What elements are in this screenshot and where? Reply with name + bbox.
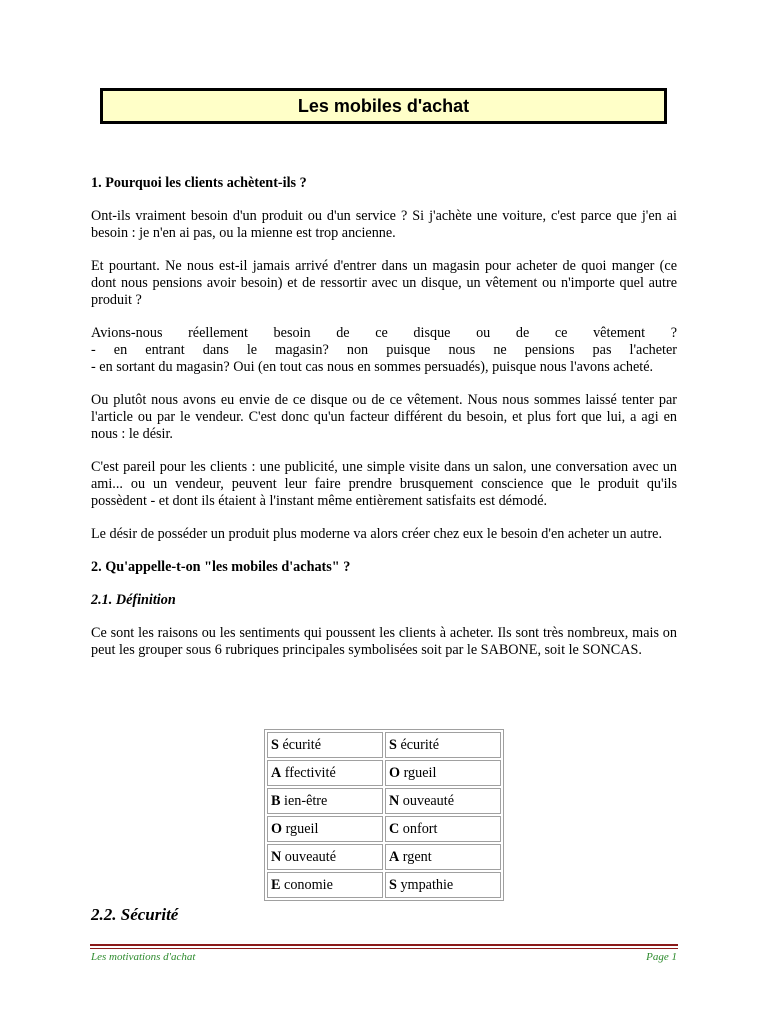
acronym-rest: ien-être	[280, 793, 328, 809]
acronym-letter: C	[389, 821, 400, 837]
acronym-letter: E	[271, 877, 281, 893]
acronym-letter: S	[389, 877, 397, 893]
table-cell	[385, 732, 501, 758]
acronym-letter: O	[271, 821, 283, 837]
subsection-2-2-heading: 2.2. Sécurité	[91, 905, 179, 924]
acronym-letter: O	[389, 765, 401, 781]
paragraph-line: - en entrant dans le magasin? non puisque nous ne pensions pas l'acheter	[91, 342, 677, 358]
acronym-letter: B	[271, 793, 281, 809]
table-row	[267, 844, 501, 870]
paragraph: Ce sont les raisons ou les sentiments qui poussent les clients à acheter. Ils sont très nombreux, mais on peut les grouper sous 6 rubriques principales symbolisées soit par le SABONE, soit le SONCAS.	[91, 625, 677, 658]
footer-page-number: Page 1	[646, 951, 677, 963]
table-cell	[267, 788, 383, 814]
acronym-rest: écurité	[396, 737, 440, 753]
table-cell	[267, 732, 383, 758]
table-cell	[267, 816, 383, 842]
paragraph: Ou plutôt nous avons eu envie de ce disque ou de ce vêtement. Nous nous sommes laissé tenter par l'article ou par le vendeur. C'est donc qu'un facteur différent du besoin, et plus fort que lui, a agi en nous : le désir.	[91, 392, 677, 442]
acronym-rest: écurité	[278, 737, 322, 753]
paragraph: Et pourtant. Ne nous est-il jamais arrivé d'entrer dans un magasin pour acheter de quoi manger (ce dont nous pensions avoir besoin) et de ressortir avec un disque, un vêtement ou n'importe quel autre produit ?	[91, 258, 677, 308]
acronym-rest: ffectivité	[281, 765, 336, 781]
acronym-rest: conomie	[280, 877, 333, 893]
acronym-letter: N	[271, 849, 282, 865]
table-cell	[385, 760, 501, 786]
table-cell	[385, 872, 501, 898]
acronym-letter: N	[389, 793, 400, 809]
acronym-rest: onfort	[399, 821, 438, 837]
document-body	[91, 175, 677, 675]
paragraph: Le désir de posséder un produit plus moderne va alors créer chez eux le besoin d'en acheter un autre.	[91, 526, 663, 542]
table-row	[267, 760, 501, 786]
table-cell	[267, 872, 383, 898]
table-row	[267, 872, 501, 898]
table-row	[267, 816, 501, 842]
acronym-letter: S	[271, 737, 279, 753]
acronym-table	[264, 729, 504, 901]
page-title: Les mobiles d'achat	[100, 88, 667, 124]
paragraph: C'est pareil pour les clients : une publicité, une simple visite dans un salon, une conversation avec un ami... ou un vendeur, peuvent leur faire prendre brusquement conscience que le produit qu'ils possèdent - et dont ils étaient à l'instant même entièrement satisfaits est démodé.	[91, 459, 677, 509]
table-cell	[385, 816, 501, 842]
footer-document-title: Les motivations d'achat	[91, 951, 196, 963]
table-row	[267, 788, 501, 814]
table-cell	[267, 760, 383, 786]
acronym-rest: ouveauté	[399, 793, 455, 809]
acronym-letter: A	[271, 765, 282, 781]
paragraph-line: Avions-nous réellement besoin de ce disque ou de ce vêtement ?	[91, 325, 677, 341]
footer-divider	[90, 944, 678, 946]
acronym-rest: rgueil	[282, 821, 319, 837]
table-cell	[385, 788, 501, 814]
acronym-rest: ympathie	[396, 877, 454, 893]
acronym-letter: S	[389, 737, 397, 753]
paragraph	[91, 325, 677, 376]
footer-divider	[90, 948, 678, 949]
acronym-rest: rgent	[399, 849, 432, 865]
table-cell	[385, 844, 501, 870]
acronym-rest: rgueil	[400, 765, 437, 781]
table-cell	[267, 844, 383, 870]
section-2-heading: 2. Qu'appelle-t-on "les mobiles d'achats" ?	[91, 559, 351, 575]
subsection-2-1-heading: 2.1. Définition	[91, 592, 176, 608]
section-1-heading: 1. Pourquoi les clients achètent-ils ?	[91, 175, 307, 191]
paragraph-line: - en sortant du magasin? Oui (en tout cas nous en sommes persuadés), puisque nous l'avons acheté.	[91, 359, 654, 375]
table-row	[267, 732, 501, 758]
acronym-letter: A	[389, 849, 400, 865]
acronym-rest: ouveauté	[281, 849, 337, 865]
acronym-table-container	[264, 729, 504, 901]
paragraph: Ont-ils vraiment besoin d'un produit ou d'un service ? Si j'achète une voiture, c'est parce que j'en ai besoin : je n'en ai pas, ou la mienne est trop ancienne.	[91, 208, 677, 241]
